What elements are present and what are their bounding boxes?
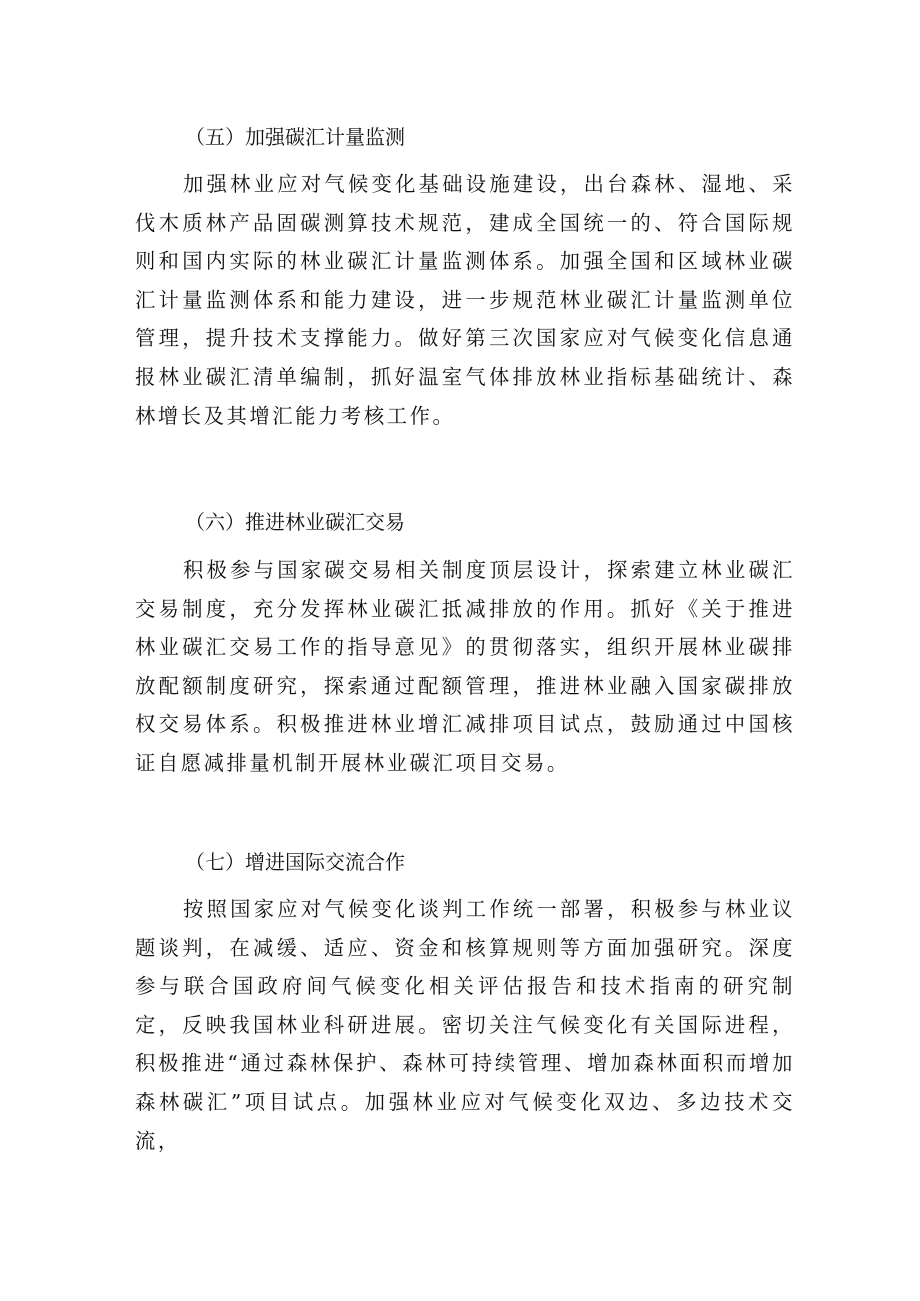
section-body-7: 按照国家应对气候变化谈判工作统一部署，积极参与林业议题谈判，在减缓、适应、资金和核算规则等方面加强研究。深度参与联合国政府间气候变化相关评估报告和技术指南的研究制定，反映我国林业科研进展。密切关注气候变化有关国际进程，积极推进“通过森林保护、森林可持续管理、增加森林面积而增加森林碳汇”项目试点。加强林业应对气候变化双边、多边技术交流， bbox=[135, 897, 795, 1153]
section-body-5: 加强林业应对气候变化基础设施建设，出台森林、湿地、采伐木质林产品固碳测算技术规范，建成全国统一的、符合国际规则和国内实际的林业碳汇计量监测体系。加强全国和区域林业碳汇计量监测体系和能力建设，进一步规范林业碳汇计量监测单位管理，提升技术支撑能力。做好第三次国家应对气候变化信息通报林业碳汇清单编制，抓好温室气体排放林业指标基础统计、森林增长及其增汇能力考核工作。 bbox=[135, 172, 795, 428]
section-body-6: 积极参与国家碳交易相关制度顶层设计，探索建立林业碳汇交易制度，充分发挥林业碳汇抵减排放的作用。抓好《关于推进林业碳汇交易工作的指导意见》的贯彻落实，组织开展林业碳排放配额制度研究，探索通过配额管理，推进林业融入国家碳排放权交易体系。积极推进林业增汇减排项目试点，鼓励通过中国核证自愿减排量机制开展林业碳汇项目交易。 bbox=[135, 558, 795, 775]
section-heading-6: （六）推进林业碳汇交易 bbox=[185, 510, 405, 534]
section-heading-7: （七）增进国际交流合作 bbox=[185, 850, 405, 874]
section-heading-5: （五）加强碳汇计量监测 bbox=[185, 125, 405, 149]
